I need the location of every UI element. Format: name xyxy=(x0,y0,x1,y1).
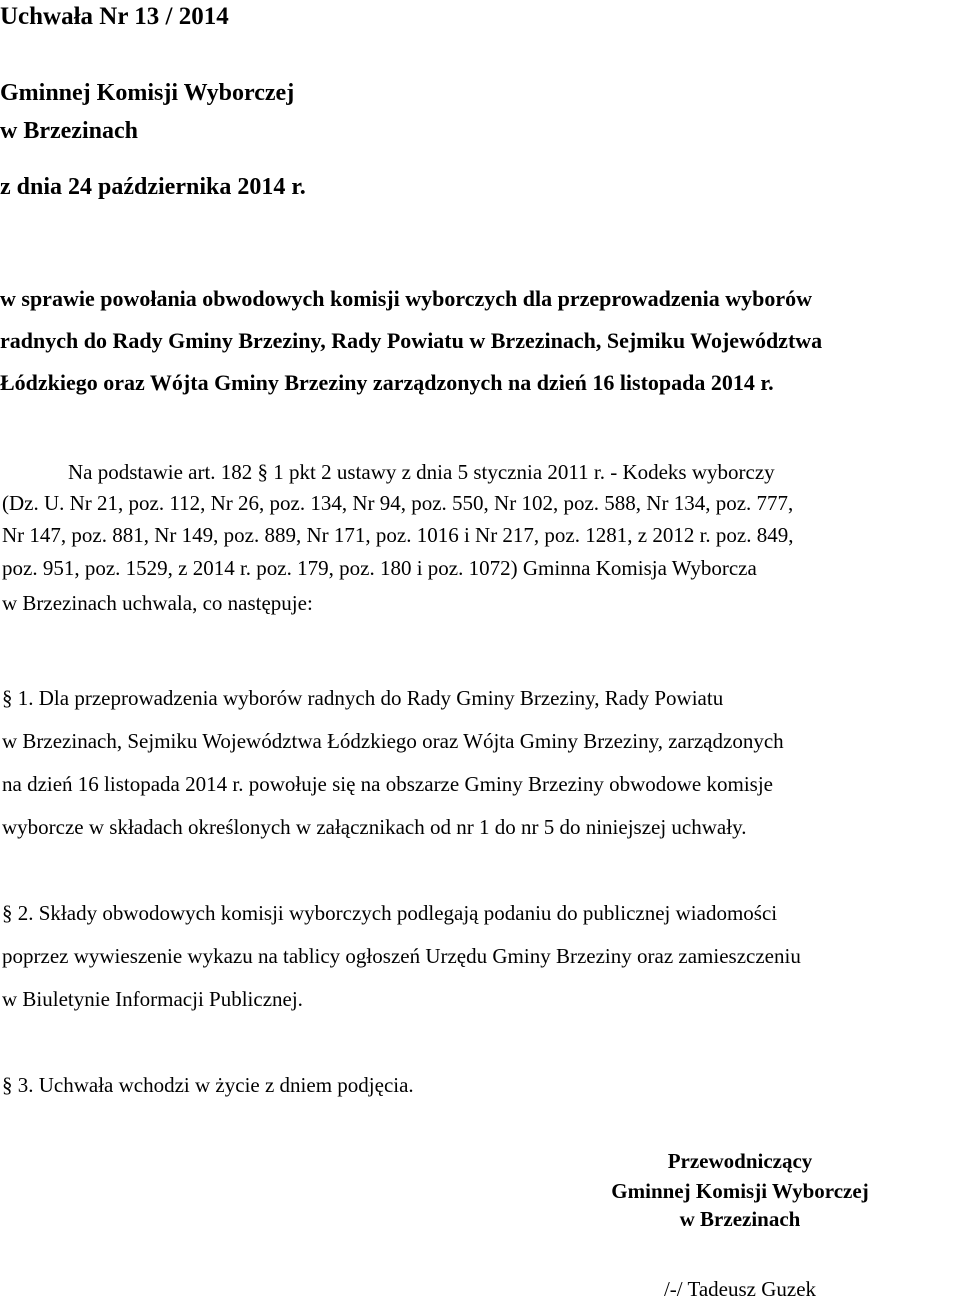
section1-line4: wyborcze w składach określonych w załącznikach od nr 1 do nr 5 do niniejszej uchwały. xyxy=(2,815,747,839)
subject-line1: w sprawie powołania obwodowych komisji wyborczych dla przeprowadzenia wyborów xyxy=(0,286,812,311)
preamble-line5: w Brzezinach uchwala, co następuje: xyxy=(2,591,313,615)
signature-body-line2: w Brzezinach xyxy=(679,1207,801,1231)
issuing-body-line1: Gminnej Komisji Wyborczej xyxy=(0,80,295,106)
preamble-line3: Nr 147, poz. 881, Nr 149, poz. 889, Nr 171, poz. 1016 i Nr 217, poz. 1281, z 2012 r. poz. 849, xyxy=(2,523,794,547)
subject-line2: radnych do Rady Gminy Brzeziny, Rady Powiatu w Brzezinach, Sejmiku Województwa xyxy=(0,328,823,353)
preamble-line4: poz. 951, poz. 1529, z 2014 r. poz. 179, poz. 180 i poz. 1072) Gminna Komisja Wyborcza xyxy=(2,556,757,580)
section2-line1: § 2. Składy obwodowych komisji wyborczych podlegają podaniu do publicznej wiadomości xyxy=(2,901,778,925)
issuing-body-line2: w Brzezinach xyxy=(0,118,138,144)
signatory-name: /-/ Tadeusz Guzek xyxy=(663,1277,817,1301)
section1-line2: w Brzezinach, Sejmiku Województwa Łódzkiego oraz Wójta Gminy Brzeziny, zarządzonych xyxy=(2,729,784,753)
subject-line3: Łódzkiego oraz Wójta Gminy Brzeziny zarządzonych na dzień 16 listopada 2014 r. xyxy=(0,370,774,395)
signature-role: Przewodniczący xyxy=(667,1149,813,1173)
resolution-title: Uchwała Nr 13 / 2014 xyxy=(0,3,229,30)
preamble-line2: (Dz. U. Nr 21, poz. 112, Nr 26, poz. 134, Nr 94, poz. 550, Nr 102, poz. 588, Nr 134, poz. 777, xyxy=(2,491,794,515)
resolution-date: z dnia 24 października 2014 r. xyxy=(0,174,306,200)
preamble-line1: Na podstawie art. 182 § 1 pkt 2 ustawy z dnia 5 stycznia 2011 r. - Kodeks wyborczy xyxy=(68,460,775,484)
signature-body-line1: Gminnej Komisji Wyborczej xyxy=(611,1179,869,1203)
section1-line1: § 1. Dla przeprowadzenia wyborów radnych do Rady Gminy Brzeziny, Rady Powiatu xyxy=(2,686,724,710)
section1-line3: na dzień 16 listopada 2014 r. powołuje się na obszarze Gminy Brzeziny obwodowe komisje xyxy=(2,772,773,796)
section2-line3: w Biuletynie Informacji Publicznej. xyxy=(2,987,303,1011)
section2-line2: poprzez wywieszenie wykazu na tablicy ogłoszeń Urzędu Gminy Brzeziny oraz zamieszczeniu xyxy=(2,944,801,968)
section3-line1: § 3. Uchwała wchodzi w życie z dniem podjęcia. xyxy=(2,1073,414,1097)
